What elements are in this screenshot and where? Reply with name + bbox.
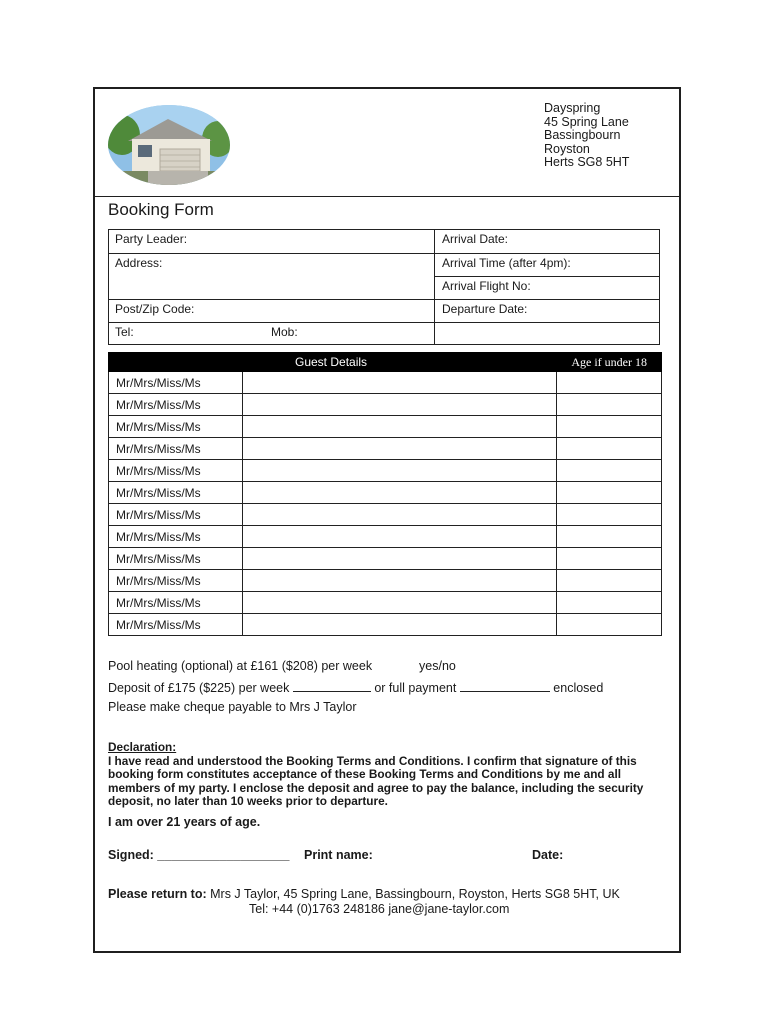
- guest-name-input[interactable]: [243, 416, 557, 438]
- deposit-amount-blank[interactable]: [293, 680, 371, 692]
- return-contact: Tel: +44 (0)1763 248186 jane@jane-taylor.com: [249, 902, 510, 916]
- guest-header-row: [109, 353, 662, 372]
- owner-address: [544, 102, 629, 170]
- arrival-date-field[interactable]: Arrival Date:: [442, 232, 509, 246]
- or-full-payment-text: or full payment: [374, 681, 457, 695]
- party-details-table: [108, 229, 660, 345]
- row-divider: [434, 276, 659, 277]
- guest-age-input[interactable]: [557, 394, 662, 416]
- guest-row: [109, 504, 662, 526]
- date-field[interactable]: Date:: [532, 848, 564, 862]
- pool-heating-line: [108, 659, 456, 673]
- address-line: Bassingbourn: [544, 128, 621, 142]
- title-cell: Mr/Mrs/Miss/Ms: [109, 592, 243, 614]
- guest-row: [109, 416, 662, 438]
- title-cell: Mr/Mrs/Miss/Ms: [109, 548, 243, 570]
- pool-heating-text: Pool heating (optional) at £161 ($208) per week: [108, 659, 373, 673]
- guest-name-input[interactable]: [243, 482, 557, 504]
- guest-age-input[interactable]: [557, 614, 662, 636]
- address-line: 45 Spring Lane: [544, 114, 629, 129]
- guest-name-input[interactable]: [243, 592, 557, 614]
- guest-name-input[interactable]: [243, 614, 557, 636]
- guest-age-input[interactable]: [557, 504, 662, 526]
- return-label: Please return to:: [108, 887, 207, 901]
- enclosed-text: enclosed: [553, 681, 604, 695]
- return-address: Mrs J Taylor, 45 Spring Lane, Bassingbourn, Royston, Herts SG8 5HT, UK: [210, 887, 620, 901]
- full-payment-blank[interactable]: [460, 680, 550, 692]
- party-leader-field[interactable]: Party Leader:: [115, 232, 188, 246]
- guest-details-header: Guest Details: [109, 353, 557, 372]
- address-line: Dayspring: [544, 101, 601, 115]
- age-statement: I am over 21 years of age.: [108, 815, 261, 829]
- guest-row: [109, 570, 662, 592]
- form-title: Booking Form: [108, 200, 214, 219]
- mob-field[interactable]: Mob:: [271, 325, 298, 339]
- guest-row: [109, 394, 662, 416]
- guest-row: [109, 460, 662, 482]
- guest-name-input[interactable]: [243, 570, 557, 592]
- column-divider: [434, 230, 435, 344]
- header-divider: [93, 196, 679, 197]
- title-cell: Mr/Mrs/Miss/Ms: [109, 614, 243, 636]
- title-cell: Mr/Mrs/Miss/Ms: [109, 438, 243, 460]
- guest-name-input[interactable]: [243, 394, 557, 416]
- guest-row: [109, 526, 662, 548]
- guest-age-input[interactable]: [557, 548, 662, 570]
- guest-age-input[interactable]: [557, 592, 662, 614]
- guest-name-input[interactable]: [243, 460, 557, 482]
- guest-age-input[interactable]: [557, 460, 662, 482]
- title-cell: Mr/Mrs/Miss/Ms: [109, 394, 243, 416]
- arrival-flight-field[interactable]: Arrival Flight No:: [442, 279, 531, 293]
- guest-age-input[interactable]: [557, 570, 662, 592]
- print-name-field[interactable]: Print name:: [304, 848, 373, 862]
- guest-age-input[interactable]: [557, 482, 662, 504]
- guest-name-input[interactable]: [243, 438, 557, 460]
- guest-row: [109, 548, 662, 570]
- guest-row: [109, 614, 662, 636]
- title-cell: Mr/Mrs/Miss/Ms: [109, 372, 243, 394]
- title-cell: Mr/Mrs/Miss/Ms: [109, 416, 243, 438]
- row-divider: [109, 253, 659, 254]
- declaration-heading: Declaration:: [108, 740, 177, 754]
- guest-details-table: [108, 352, 662, 636]
- guest-name-input[interactable]: [243, 504, 557, 526]
- declaration-body: I have read and understood the Booking Terms and Conditions. I confirm that signature of this booking form constitutes acceptance of these Booking Terms and Conditions by me and all members of my party. I enclose the deposit and agree to pay the balance, including the security deposit, no later than 10 weeks prior to departure.: [108, 753, 644, 808]
- row-divider: [109, 322, 659, 323]
- guest-row: [109, 592, 662, 614]
- guest-age-input[interactable]: [557, 438, 662, 460]
- signature-field[interactable]: Signed: ___________________: [108, 848, 290, 862]
- guest-name-input[interactable]: [243, 526, 557, 548]
- deposit-text: Deposit of £175 ($225) per week: [108, 681, 290, 695]
- age-header: Age if under 18: [557, 353, 662, 372]
- arrival-time-field[interactable]: Arrival Time (after 4pm):: [442, 256, 571, 270]
- guest-name-input[interactable]: [243, 548, 557, 570]
- title-cell: Mr/Mrs/Miss/Ms: [109, 504, 243, 526]
- address-line: Royston: [544, 141, 590, 156]
- guest-age-input[interactable]: [557, 416, 662, 438]
- postzip-field[interactable]: Post/Zip Code:: [115, 302, 195, 316]
- title-cell: Mr/Mrs/Miss/Ms: [109, 570, 243, 592]
- cheque-payable-text: Please make cheque payable to Mrs J Taylor: [108, 700, 357, 714]
- guest-age-input[interactable]: [557, 372, 662, 394]
- return-line: [108, 887, 620, 901]
- row-divider: [109, 299, 659, 300]
- guest-row: [109, 482, 662, 504]
- tel-field[interactable]: Tel:: [115, 325, 134, 339]
- departure-date-field[interactable]: Departure Date:: [442, 302, 528, 316]
- house-photo: [108, 105, 230, 185]
- title-cell: Mr/Mrs/Miss/Ms: [109, 482, 243, 504]
- declaration-block: [108, 741, 673, 809]
- guest-row: [109, 372, 662, 394]
- guest-row: [109, 438, 662, 460]
- guest-age-input[interactable]: [557, 526, 662, 548]
- address-field[interactable]: Address:: [115, 256, 163, 270]
- yes-no-option[interactable]: yes/no: [419, 659, 456, 673]
- title-cell: Mr/Mrs/Miss/Ms: [109, 460, 243, 482]
- address-line: Herts SG8 5HT: [544, 155, 630, 169]
- deposit-line: [108, 680, 603, 695]
- title-cell: Mr/Mrs/Miss/Ms: [109, 526, 243, 548]
- guest-name-input[interactable]: [243, 372, 557, 394]
